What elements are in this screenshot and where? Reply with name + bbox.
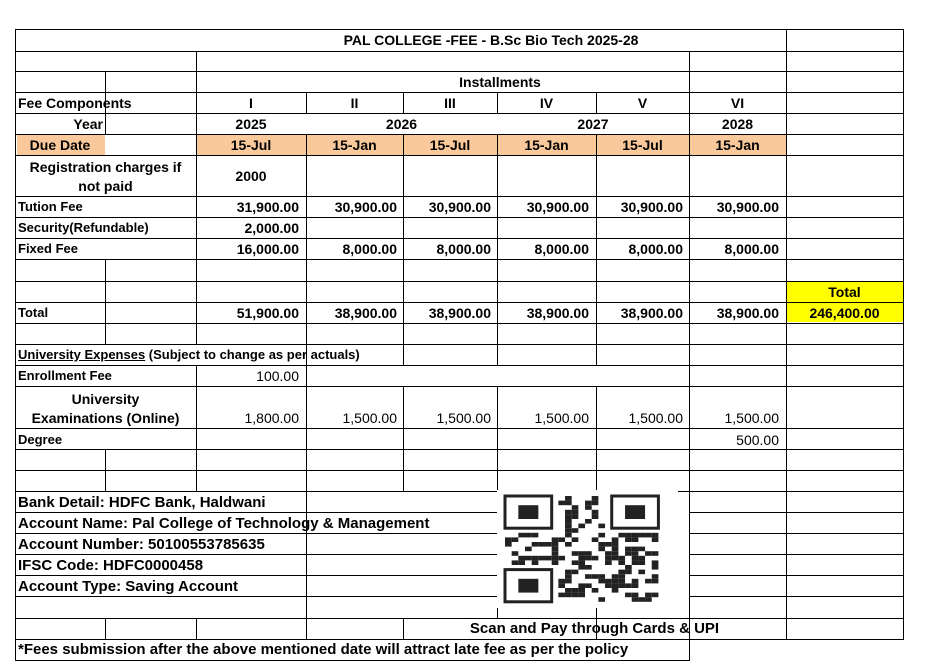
tuition-value: 30,900.00 [334,199,397,215]
enrollment-value: 100.00 [256,368,299,384]
qr-code-graphic [497,490,678,608]
year-value: 2025 [235,116,267,132]
degree-value: 500.00 [736,432,779,448]
installment-number: IV [539,95,554,111]
registration-value: 2000 [235,168,267,184]
exams-value: 1,500.00 [628,410,683,426]
registration-label-line1: Registration charges if [29,159,182,175]
fixed-fee-label: Fixed Fee [18,241,78,256]
total-value: 38,900.00 [620,305,683,321]
fixed-fee-value: 8,000.00 [342,241,397,257]
tuition-value: 31,900.00 [236,199,299,215]
due-date-value: 15-Jul [230,137,272,153]
security-value: 2,000.00 [244,220,299,236]
exams-value: 1,500.00 [436,410,491,426]
university-expenses-note: (Subject to change as per actuals) [145,347,360,362]
due-date-value: 15-Jan [715,137,760,153]
installment-number: III [444,95,456,111]
due-date-value: 15-Jan [332,137,377,153]
qr-caption: Scan and Pay through Cards & UPI [469,620,720,637]
ifsc-code: IFSC Code: HDFC0000458 [18,557,204,574]
total-value: 38,900.00 [428,305,491,321]
total-value: 38,900.00 [334,305,397,321]
due-date-value: 15-Jan [524,137,569,153]
fixed-fee-value: 8,000.00 [534,241,589,257]
security-label: Security(Refundable) [18,220,149,235]
account-number: Account Number: 50100553785635 [18,536,265,553]
due-date-value: 15-Jul [429,137,471,153]
degree-label: Degree [18,432,63,447]
installment-number: II [350,95,359,111]
grand-total-value: 246,400.00 [809,305,880,321]
year-label: Year [73,116,103,132]
due-date-value: 15-Jul [622,137,663,153]
exams-value: 1,500.00 [534,410,589,426]
tuition-label: Tution Fee [18,199,83,214]
qr-code-icon[interactable] [497,490,678,608]
account-name: Account Name: Pal College of Technology & Management [18,515,430,532]
exams-label-line1: University [71,391,140,407]
account-type: Account Type: Saving Account [18,578,239,595]
installment-number: VI [730,95,745,111]
installment-number: I [249,95,253,111]
exams-label-line2: Examinations (Online) [31,410,180,426]
fee-components-header: Fee Components [18,95,132,111]
tuition-value: 30,900.00 [526,199,589,215]
late-fee-note: *Fees submission after the above mentioned date will attract late fee as per the policy [18,641,629,658]
registration-label-line2: not paid [78,178,133,194]
total-value: 38,900.00 [526,305,589,321]
enrollment-label: Enrollment Fee [18,368,112,383]
fixed-fee-value: 8,000.00 [628,241,683,257]
university-expenses-title: University Expenses [18,347,146,362]
bank-detail: Bank Detail: HDFC Bank, Haldwani [18,494,266,511]
year-value: 2028 [721,116,754,132]
total-value: 38,900.00 [716,305,779,321]
university-expenses-heading [18,347,360,363]
due-date-label: Due Date [29,137,91,153]
year-value: 2026 [385,116,418,132]
exams-value: 1,500.00 [724,410,779,426]
fixed-fee-value: 16,000.00 [236,241,299,257]
grand-total-label: Total [828,284,861,300]
tuition-value: 30,900.00 [428,199,491,215]
tuition-value: 30,900.00 [716,199,779,215]
total-label: Total [18,305,49,320]
exams-value: 1,500.00 [342,410,397,426]
tuition-value: 30,900.00 [620,199,683,215]
exams-value: 1,800.00 [244,410,299,426]
page-title: PAL COLLEGE -FEE - B.Sc Bio Tech 2025-28 [343,32,639,48]
total-value: 51,900.00 [236,305,299,321]
installments-label: Installments [459,74,541,90]
year-value: 2027 [577,116,609,132]
installment-number: V [637,95,648,111]
fixed-fee-value: 8,000.00 [436,241,491,257]
fixed-fee-value: 8,000.00 [724,241,779,257]
